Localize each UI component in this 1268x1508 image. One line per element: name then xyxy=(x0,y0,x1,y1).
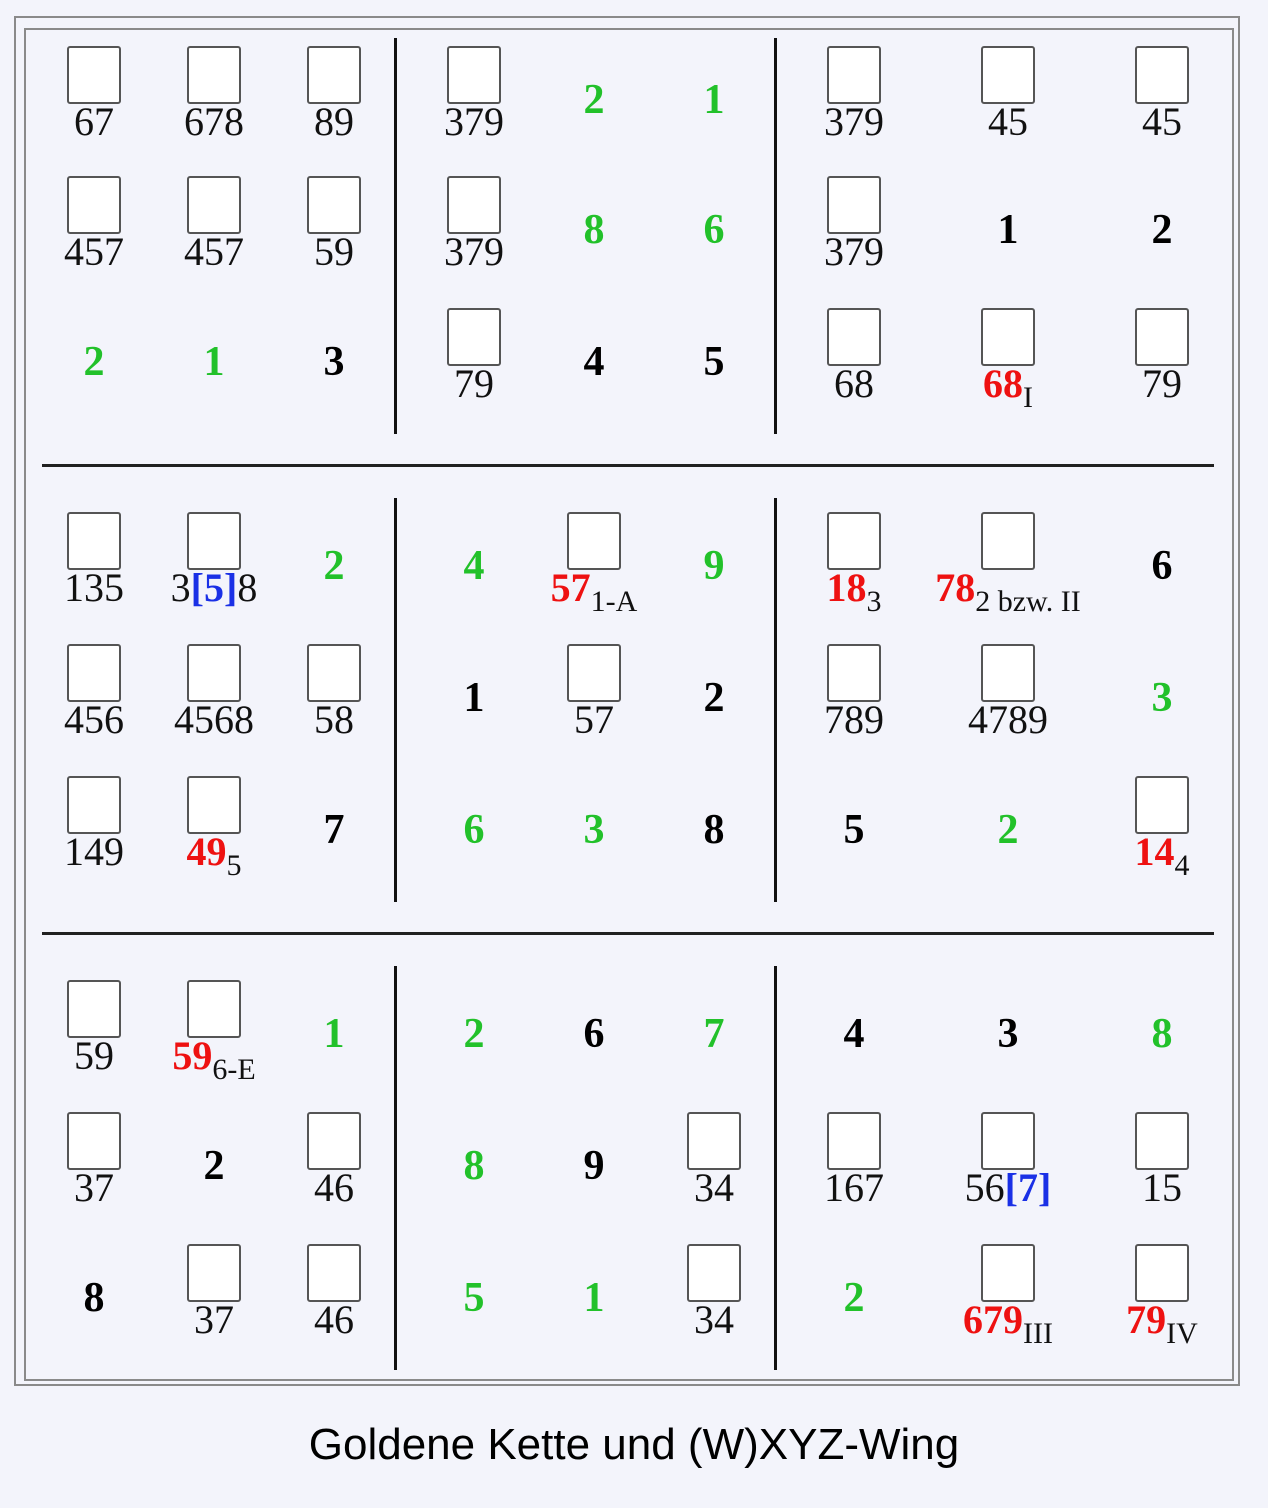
candidate-digits: 59 xyxy=(314,229,354,274)
given-digit: 3 xyxy=(997,1011,1019,1057)
digit-entry-box[interactable] xyxy=(827,1112,881,1170)
cell-r9c9 xyxy=(1102,1232,1222,1364)
digit-entry-box[interactable] xyxy=(447,308,501,366)
cell-r3c2 xyxy=(154,296,274,428)
given-digit: 2 xyxy=(323,543,345,589)
chain-label: 6-E xyxy=(212,1053,256,1086)
chain-label: 2 bzw. II xyxy=(975,585,1081,618)
candidates xyxy=(1062,100,1262,144)
digit-entry-box[interactable] xyxy=(567,644,621,702)
digit-entry-box[interactable] xyxy=(187,176,241,234)
given-digit: 5 xyxy=(463,1275,485,1321)
cell-r3c1 xyxy=(34,296,154,428)
candidate-digits: 379 xyxy=(824,229,884,274)
given-digit: 5 xyxy=(703,339,725,385)
digit-entry-box[interactable] xyxy=(187,46,241,104)
cell-r7c4 xyxy=(414,968,534,1100)
candidate-digits: 789 xyxy=(824,697,884,742)
candidate-digits: 149 xyxy=(64,829,124,874)
digit-entry-box[interactable] xyxy=(827,644,881,702)
cell-r8c7 xyxy=(794,1100,914,1232)
cell-r9c6 xyxy=(654,1232,774,1364)
given-digit: 1 xyxy=(583,1275,605,1321)
cell-r4c7 xyxy=(794,500,914,632)
cell-r4c2 xyxy=(154,500,274,632)
digit-entry-box[interactable] xyxy=(447,176,501,234)
chain-label: I xyxy=(1023,381,1033,414)
cell-r4c5 xyxy=(534,500,654,632)
cell-r7c6 xyxy=(654,968,774,1100)
digit-entry-box[interactable] xyxy=(447,46,501,104)
box-separator-horizontal-2 xyxy=(42,932,1214,935)
candidate-digits: 56 xyxy=(964,1165,1005,1210)
candidate-digits: 49 xyxy=(186,829,227,874)
cell-r3c5 xyxy=(534,296,654,428)
candidate-digits: 89 xyxy=(314,99,354,144)
digit-entry-box[interactable] xyxy=(67,176,121,234)
digit-entry-box[interactable] xyxy=(67,980,121,1038)
digit-entry-box[interactable] xyxy=(307,1244,361,1302)
candidates xyxy=(1062,362,1262,406)
candidates xyxy=(234,1298,434,1342)
digit-entry-box[interactable] xyxy=(187,1244,241,1302)
digit-entry-box[interactable] xyxy=(981,1244,1035,1302)
candidate-digits: 78 xyxy=(935,565,976,610)
given-digit: 8 xyxy=(463,1143,485,1189)
given-digit: 4 xyxy=(583,339,605,385)
candidate-digits: 68 xyxy=(983,361,1023,406)
cell-r7c2 xyxy=(154,968,274,1100)
given-digit: 7 xyxy=(703,1011,725,1057)
given-digit: 2 xyxy=(703,675,725,721)
candidate-digits: 3 xyxy=(170,565,191,610)
digit-entry-box[interactable] xyxy=(307,176,361,234)
box-separator-horizontal-1 xyxy=(42,464,1214,467)
digit-entry-box[interactable] xyxy=(981,1112,1035,1170)
cell-r8c9 xyxy=(1102,1100,1222,1232)
candidate-digits: 37 xyxy=(194,1297,234,1342)
cell-r6c8 xyxy=(948,764,1068,896)
given-digit: 3 xyxy=(1151,675,1173,721)
given-digit: 7 xyxy=(323,807,345,853)
candidates xyxy=(1062,829,1262,882)
cell-r2c8 xyxy=(948,164,1068,296)
digit-entry-box[interactable] xyxy=(67,776,121,834)
digit-entry-box[interactable] xyxy=(67,644,121,702)
given-digit: 3 xyxy=(323,339,345,385)
candidate-digits: 457 xyxy=(64,229,124,274)
digit-entry-box[interactable] xyxy=(307,1112,361,1170)
digit-entry-box[interactable] xyxy=(1135,308,1189,366)
digit-entry-box[interactable] xyxy=(981,46,1035,104)
digit-entry-box[interactable] xyxy=(827,176,881,234)
candidate-digits: 67 xyxy=(74,99,114,144)
digit-entry-box[interactable] xyxy=(687,1244,741,1302)
candidate-digits: 14 xyxy=(1134,829,1175,874)
cell-r3c4 xyxy=(414,296,534,428)
cell-r3c9 xyxy=(1102,296,1222,428)
candidate-digits: 59 xyxy=(172,1033,213,1078)
cell-r9c8 xyxy=(948,1232,1068,1364)
cell-r2c9 xyxy=(1102,164,1222,296)
candidate-digits: [7] xyxy=(1004,1165,1052,1210)
digit-entry-box[interactable] xyxy=(307,644,361,702)
digit-entry-box[interactable] xyxy=(827,512,881,570)
cell-r6c4 xyxy=(414,764,534,896)
cell-r4c9 xyxy=(1102,500,1222,632)
cell-r7c8 xyxy=(948,968,1068,1100)
cell-r1c4 xyxy=(414,34,534,166)
given-digit: 1 xyxy=(203,339,225,385)
given-digit: 1 xyxy=(703,77,725,123)
candidate-digits: [5] xyxy=(190,565,238,610)
candidate-digits: 8 xyxy=(237,565,258,610)
cell-r9c4 xyxy=(414,1232,534,1364)
given-digit: 2 xyxy=(843,1275,865,1321)
cell-r5c7 xyxy=(794,632,914,764)
cell-r2c5 xyxy=(534,164,654,296)
cell-r9c3 xyxy=(274,1232,394,1364)
candidates xyxy=(1062,1166,1262,1210)
given-digit: 2 xyxy=(83,339,105,385)
given-digit: 1 xyxy=(323,1011,345,1057)
cell-r6c5 xyxy=(534,764,654,896)
digit-entry-box[interactable] xyxy=(1135,1112,1189,1170)
candidate-digits: 456 xyxy=(64,697,124,742)
given-digit: 6 xyxy=(463,807,485,853)
cell-r5c8 xyxy=(948,632,1068,764)
candidates xyxy=(1062,1297,1262,1350)
candidate-digits: 79 xyxy=(454,361,494,406)
candidate-digits: 18 xyxy=(826,565,867,610)
cell-r3c7 xyxy=(794,296,914,428)
candidate-digits: 79 xyxy=(1126,1297,1167,1342)
given-digit: 2 xyxy=(583,77,605,123)
chain-label: 4 xyxy=(1174,849,1190,882)
digit-entry-box[interactable] xyxy=(981,512,1035,570)
given-digit: 2 xyxy=(1151,207,1173,253)
digit-entry-box[interactable] xyxy=(187,776,241,834)
given-digit: 1 xyxy=(997,207,1019,253)
candidate-digits: 57 xyxy=(550,565,591,610)
chain-label: 3 xyxy=(866,585,882,618)
candidates xyxy=(908,565,1108,618)
cell-r6c9 xyxy=(1102,764,1222,896)
cell-r3c8 xyxy=(948,296,1068,428)
chain-label: 1-A xyxy=(590,585,638,618)
digit-entry-box[interactable] xyxy=(187,644,241,702)
cell-r7c3 xyxy=(274,968,394,1100)
digit-entry-box[interactable] xyxy=(827,46,881,104)
digit-entry-box[interactable] xyxy=(187,980,241,1038)
given-digit: 5 xyxy=(843,807,865,853)
cell-r7c7 xyxy=(794,968,914,1100)
cell-r4c3 xyxy=(274,500,394,632)
candidate-digits: 57 xyxy=(574,697,614,742)
given-digit: 3 xyxy=(583,807,605,853)
cell-r6c7 xyxy=(794,764,914,896)
candidates xyxy=(234,1166,434,1210)
cell-r5c3 xyxy=(274,632,394,764)
digit-entry-box[interactable] xyxy=(67,512,121,570)
candidate-digits: 679 xyxy=(963,1297,1023,1342)
candidates xyxy=(234,698,434,742)
candidate-digits: 167 xyxy=(824,1165,884,1210)
given-digit: 9 xyxy=(703,543,725,589)
digit-entry-box[interactable] xyxy=(187,512,241,570)
cell-r6c2 xyxy=(154,764,274,896)
candidate-digits: 15 xyxy=(1142,1165,1182,1210)
digit-entry-box[interactable] xyxy=(67,46,121,104)
cell-r8c4 xyxy=(414,1100,534,1232)
given-digit: 8 xyxy=(1151,1011,1173,1057)
candidate-digits: 59 xyxy=(74,1033,114,1078)
candidate-digits: 58 xyxy=(314,697,354,742)
cell-r8c8 xyxy=(948,1100,1068,1232)
cell-r7c5 xyxy=(534,968,654,1100)
digit-entry-box[interactable] xyxy=(1135,1244,1189,1302)
digit-entry-box[interactable] xyxy=(1135,776,1189,834)
digit-entry-box[interactable] xyxy=(307,46,361,104)
given-digit: 6 xyxy=(583,1011,605,1057)
candidate-digits: 4789 xyxy=(968,697,1048,742)
given-digit: 6 xyxy=(703,207,725,253)
digit-entry-box[interactable] xyxy=(981,644,1035,702)
given-digit: 8 xyxy=(83,1275,105,1321)
candidate-digits: 46 xyxy=(314,1297,354,1342)
given-digit: 8 xyxy=(583,207,605,253)
digit-entry-box[interactable] xyxy=(827,308,881,366)
candidate-digits: 34 xyxy=(694,1297,734,1342)
given-digit: 1 xyxy=(463,675,485,721)
digit-entry-box[interactable] xyxy=(981,308,1035,366)
candidate-digits: 45 xyxy=(988,99,1028,144)
cell-r7c9 xyxy=(1102,968,1222,1100)
cell-r1c7 xyxy=(794,34,914,166)
caption: Goldene Kette und (W)XYZ-Wing xyxy=(308,1420,960,1469)
given-digit: 2 xyxy=(997,807,1019,853)
candidates xyxy=(908,698,1108,742)
cell-r1c5 xyxy=(534,34,654,166)
cell-r9c7 xyxy=(794,1232,914,1364)
candidate-digits: 457 xyxy=(184,229,244,274)
candidate-digits: 678 xyxy=(184,99,244,144)
cell-r2c4 xyxy=(414,164,534,296)
candidate-digits: 45 xyxy=(1142,99,1182,144)
cell-r4c8 xyxy=(935,500,1081,632)
candidate-digits: 37 xyxy=(74,1165,114,1210)
candidate-digits: 379 xyxy=(444,99,504,144)
candidate-digits: 379 xyxy=(824,99,884,144)
given-digit: 6 xyxy=(1151,543,1173,589)
candidate-digits: 79 xyxy=(1142,361,1182,406)
cell-r1c8 xyxy=(948,34,1068,166)
candidate-digits: 34 xyxy=(694,1165,734,1210)
digit-entry-box[interactable] xyxy=(567,512,621,570)
cell-r5c5 xyxy=(534,632,654,764)
candidate-digits: 46 xyxy=(314,1165,354,1210)
candidates xyxy=(754,230,954,274)
given-digit: 2 xyxy=(203,1143,225,1189)
cell-r8c3 xyxy=(274,1100,394,1232)
given-digit: 4 xyxy=(463,543,485,589)
chain-label: 5 xyxy=(226,849,242,882)
candidate-digits: 135 xyxy=(64,565,124,610)
candidate-digits: 379 xyxy=(444,229,504,274)
digit-entry-box[interactable] xyxy=(1135,46,1189,104)
given-digit: 9 xyxy=(583,1143,605,1189)
cell-r6c6 xyxy=(654,764,774,896)
chain-label: III xyxy=(1023,1317,1053,1350)
given-digit: 4 xyxy=(843,1011,865,1057)
digit-entry-box[interactable] xyxy=(687,1112,741,1170)
cell-r1c9 xyxy=(1102,34,1222,166)
given-digit: 8 xyxy=(703,807,725,853)
candidate-digits: 4568 xyxy=(174,697,254,742)
candidate-digits: 68 xyxy=(834,361,874,406)
cell-r6c3 xyxy=(274,764,394,896)
cell-r8c1 xyxy=(34,1100,154,1232)
cell-r5c9 xyxy=(1102,632,1222,764)
digit-entry-box[interactable] xyxy=(67,1112,121,1170)
given-digit: 2 xyxy=(463,1011,485,1057)
candidates xyxy=(614,1298,814,1342)
chain-label: IV xyxy=(1166,1317,1198,1350)
cell-r2c7 xyxy=(794,164,914,296)
